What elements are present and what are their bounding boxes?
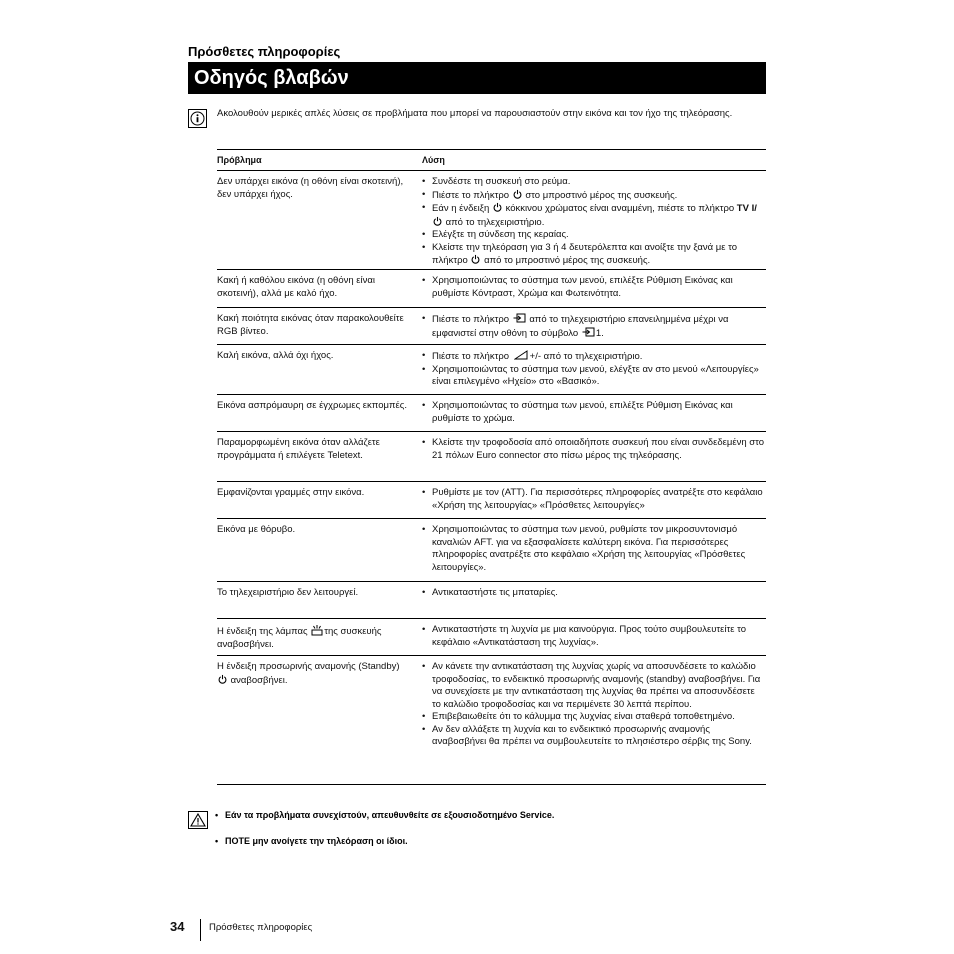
problem-cell: Εικόνα με θόρυβο.	[217, 524, 296, 535]
problem-cell: Εμφανίζονται γραμμές στην εικόνα.	[217, 487, 365, 498]
table-row	[217, 308, 766, 345]
problem-cell: Εικόνα ασπρόμαυρη σε έγχρωμες εκπομπές.	[217, 400, 407, 411]
warning-item: • Εάν τα προβλήματα συνεχίστούν, απευθυνθείτε σε εξουσιοδοτημένο Service.	[215, 810, 555, 820]
section-label: Πρόσθετες πληροφορίες	[188, 44, 341, 59]
solution-cell	[422, 176, 766, 269]
solution-item: • Επιβεβαιωθείτε ότι το κάλυμμα της λυχνίας είναι σταθερά τοποθετημένο.	[422, 711, 766, 724]
solution-item: • Κλείστε την τηλεόραση για 3 ή 4 δευτερόλεπτα και ανοίξτε την ξανά με το πλήκτρο από το μπροστινό μέρος της συσκευής.	[422, 242, 766, 268]
problem-cell: Καλή εικόνα, αλλά όχι ήχος.	[217, 350, 334, 361]
solution-cell	[422, 661, 766, 784]
solution-cell	[422, 275, 766, 307]
table-row	[217, 395, 766, 432]
problem-cell: Κακή ή καθόλου εικόνα (η οθόνη είναι σκοτεινή), αλλά με καλό ήχο.	[217, 275, 375, 299]
solution-item: • Χρησιμοποιώντας το σύστημα των μενού, επιλέξτε Ρύθμιση Εικόνας και ρυθμίστε το χρώμα.	[422, 400, 766, 425]
solution-cell	[422, 400, 766, 431]
warning-item: • ΠΟΤΕ μην ανοίγετε την τηλεόραση οι ίδιοι.	[215, 836, 408, 846]
solution-item: • Αντικαταστήστε τη λυχνία με μια καινούργια. Προς τούτο συμβουλευτείτε το κεφάλαιο «Αντικατάσταση της λυχνίας».	[422, 624, 766, 649]
solution-item: • Συνδέστε τη συσκευή στο ρεύμα.	[422, 176, 766, 189]
solution-item: • Ρυθμίστε με τον (ΑΤΤ). Για περισσότερες πληροφορίες ανατρέξτε στο κεφάλαιο «Χρήση της λειτουργίας» «Πρόσθετες λειτουργίες»	[422, 487, 766, 512]
power-icon	[471, 254, 480, 264]
power-icon	[218, 674, 227, 684]
problem-cell: Η ένδειξη προσωρινής αναμονής (Standby) αναβοσβήνει.	[217, 661, 400, 686]
solution-cell	[422, 350, 766, 394]
solution-item: • Κλείστε την τροφοδοσία από οποιαδήποτε συσκευή που είναι συνδεδεμένη στο 21 πόλων Euro connector στο πίσω μέρος της τηλεόρασης.	[422, 437, 766, 462]
solution-item: • Χρησιμοποιώντας το σύστημα των μενού, ελέγξτε αν στο μενού «Λειτουργίες» είναι επιλεγμένο «Ηχείο» στο «Βασικό».	[422, 364, 766, 389]
table-row	[217, 432, 766, 482]
power-icon	[513, 189, 522, 199]
solution-cell	[422, 587, 766, 618]
power-icon	[493, 202, 502, 212]
solution-item: • Αν δεν αλλάξετε τη λυχνία και το ενδεικτικό προσωρινής αναμονής αναβοσβήνει θα πρέπει να συμβουλευτείτε το πλησιέστερο σέρβις της Sony.	[422, 724, 766, 749]
solution-cell	[422, 624, 766, 655]
input-icon	[582, 327, 595, 337]
table-row	[217, 619, 766, 656]
volume-icon	[514, 350, 528, 360]
solution-cell	[422, 313, 766, 344]
column-header-problem: Πρόβλημα	[217, 154, 262, 165]
lamp-icon	[311, 624, 323, 636]
solution-cell	[422, 437, 766, 481]
column-header-solution: Λύση	[422, 154, 445, 165]
table-row	[217, 270, 766, 308]
table-header	[217, 149, 766, 171]
problem-cell: Το τηλεχειριστήριο δεν λειτουργεί.	[217, 587, 359, 598]
solution-item: • Ελέγξτε τη σύνδεση της κεραίας.	[422, 229, 766, 242]
solution-item: • Χρησιμοποιώντας το σύστημα των μενού, ρυθμίστε τον μικροσυντονισμό καναλιών AFT. για να εξασφαλίσετε καλύτερη εικόνα. Για περισσότερες πληροφορίες ανατρέξτε στο κεφάλαιο «Χρήση της λειτουργίας «Πρόσθετες λειτουργίες».	[422, 524, 766, 574]
table-row	[217, 656, 766, 785]
problem-cell: Δεν υπάρχει εικόνα (η οθόνη είναι σκοτεινή), δεν υπάρχει ήχος.	[217, 176, 404, 200]
table-row	[217, 519, 766, 582]
page-number: 34	[170, 919, 185, 934]
solution-item: • Αν κάνετε την αντικατάσταση της λυχνίας χωρίς να αποσυνδέσετε το καλώδιο τροφοδοσίας, το ενδεικτικό προσωρινής αναμονής (standby) αναβοσβήνει. Για να συνεχίσετε με την αντικατάσταση της λυχνίας θα πρέπει να αποσυνδέσετε το καλώδιο τροφοδοσίας και να περιμένετε 30 λεπτά περίπου.	[422, 661, 766, 711]
troubleshooting-table	[217, 149, 766, 785]
solution-item: • Αντικαταστήστε τις μπαταρίες.	[422, 587, 766, 600]
table-row	[217, 171, 766, 270]
problem-cell: Παραμορφωμένη εικόνα όταν αλλάζετε προγράμματα ή επιλέγετε Teletext.	[217, 437, 380, 461]
table-row	[217, 582, 766, 619]
solution-cell	[422, 487, 766, 518]
problem-cell: Κακή ποιότητα εικόνας όταν παρακολουθείτε RGB βίντεο.	[217, 313, 404, 337]
table-row	[217, 482, 766, 519]
solution-item: • Χρησιμοποιώντας το σύστημα των μενού, επιλέξτε Ρύθμιση Εικόνας και ρυθμίστε Κόντραστ, Χρώμα και Φωτεινότητα.	[422, 275, 766, 300]
table-row	[217, 345, 766, 395]
solution-cell	[422, 524, 766, 581]
solution-item: • Εάν η ένδειξη κόκκινου χρώματος είναι αναμμένη, πιέστε το πλήκτρο TV I/ από το τηλεχειριστήριο.	[422, 202, 766, 229]
power-icon	[433, 216, 442, 226]
warning-icon	[188, 811, 208, 829]
solution-item: • Πιέστε το πλήκτρο +/- από το τηλεχειριστήριο.	[422, 350, 766, 364]
info-icon	[188, 109, 207, 128]
footer-divider	[200, 919, 201, 941]
footer-label: Πρόσθετες πληροφορίες	[209, 922, 313, 933]
problem-cell: Η ένδειξη της λάμπας της συσκευής αναβοσβήνει.	[217, 626, 382, 650]
intro-text: Ακολουθούν μερικές απλές λύσεις σε προβλήματα που μπορεί να παρουσιαστούν στην εικόνα και τον ήχο της τηλεόρασης.	[217, 108, 733, 119]
input-icon	[513, 313, 526, 323]
solution-item: • Πιέστε το πλήκτρο από το τηλεχειριστήριο επανειλημμένα μέχρι να εμφανιστεί στην οθόνη το σύμβολο 1.	[422, 313, 766, 340]
solution-item: • Πιέστε το πλήκτρο στο μπροστινό μέρος της συσκευής.	[422, 189, 766, 203]
page-title: Οδηγός βλαβών	[188, 62, 766, 94]
